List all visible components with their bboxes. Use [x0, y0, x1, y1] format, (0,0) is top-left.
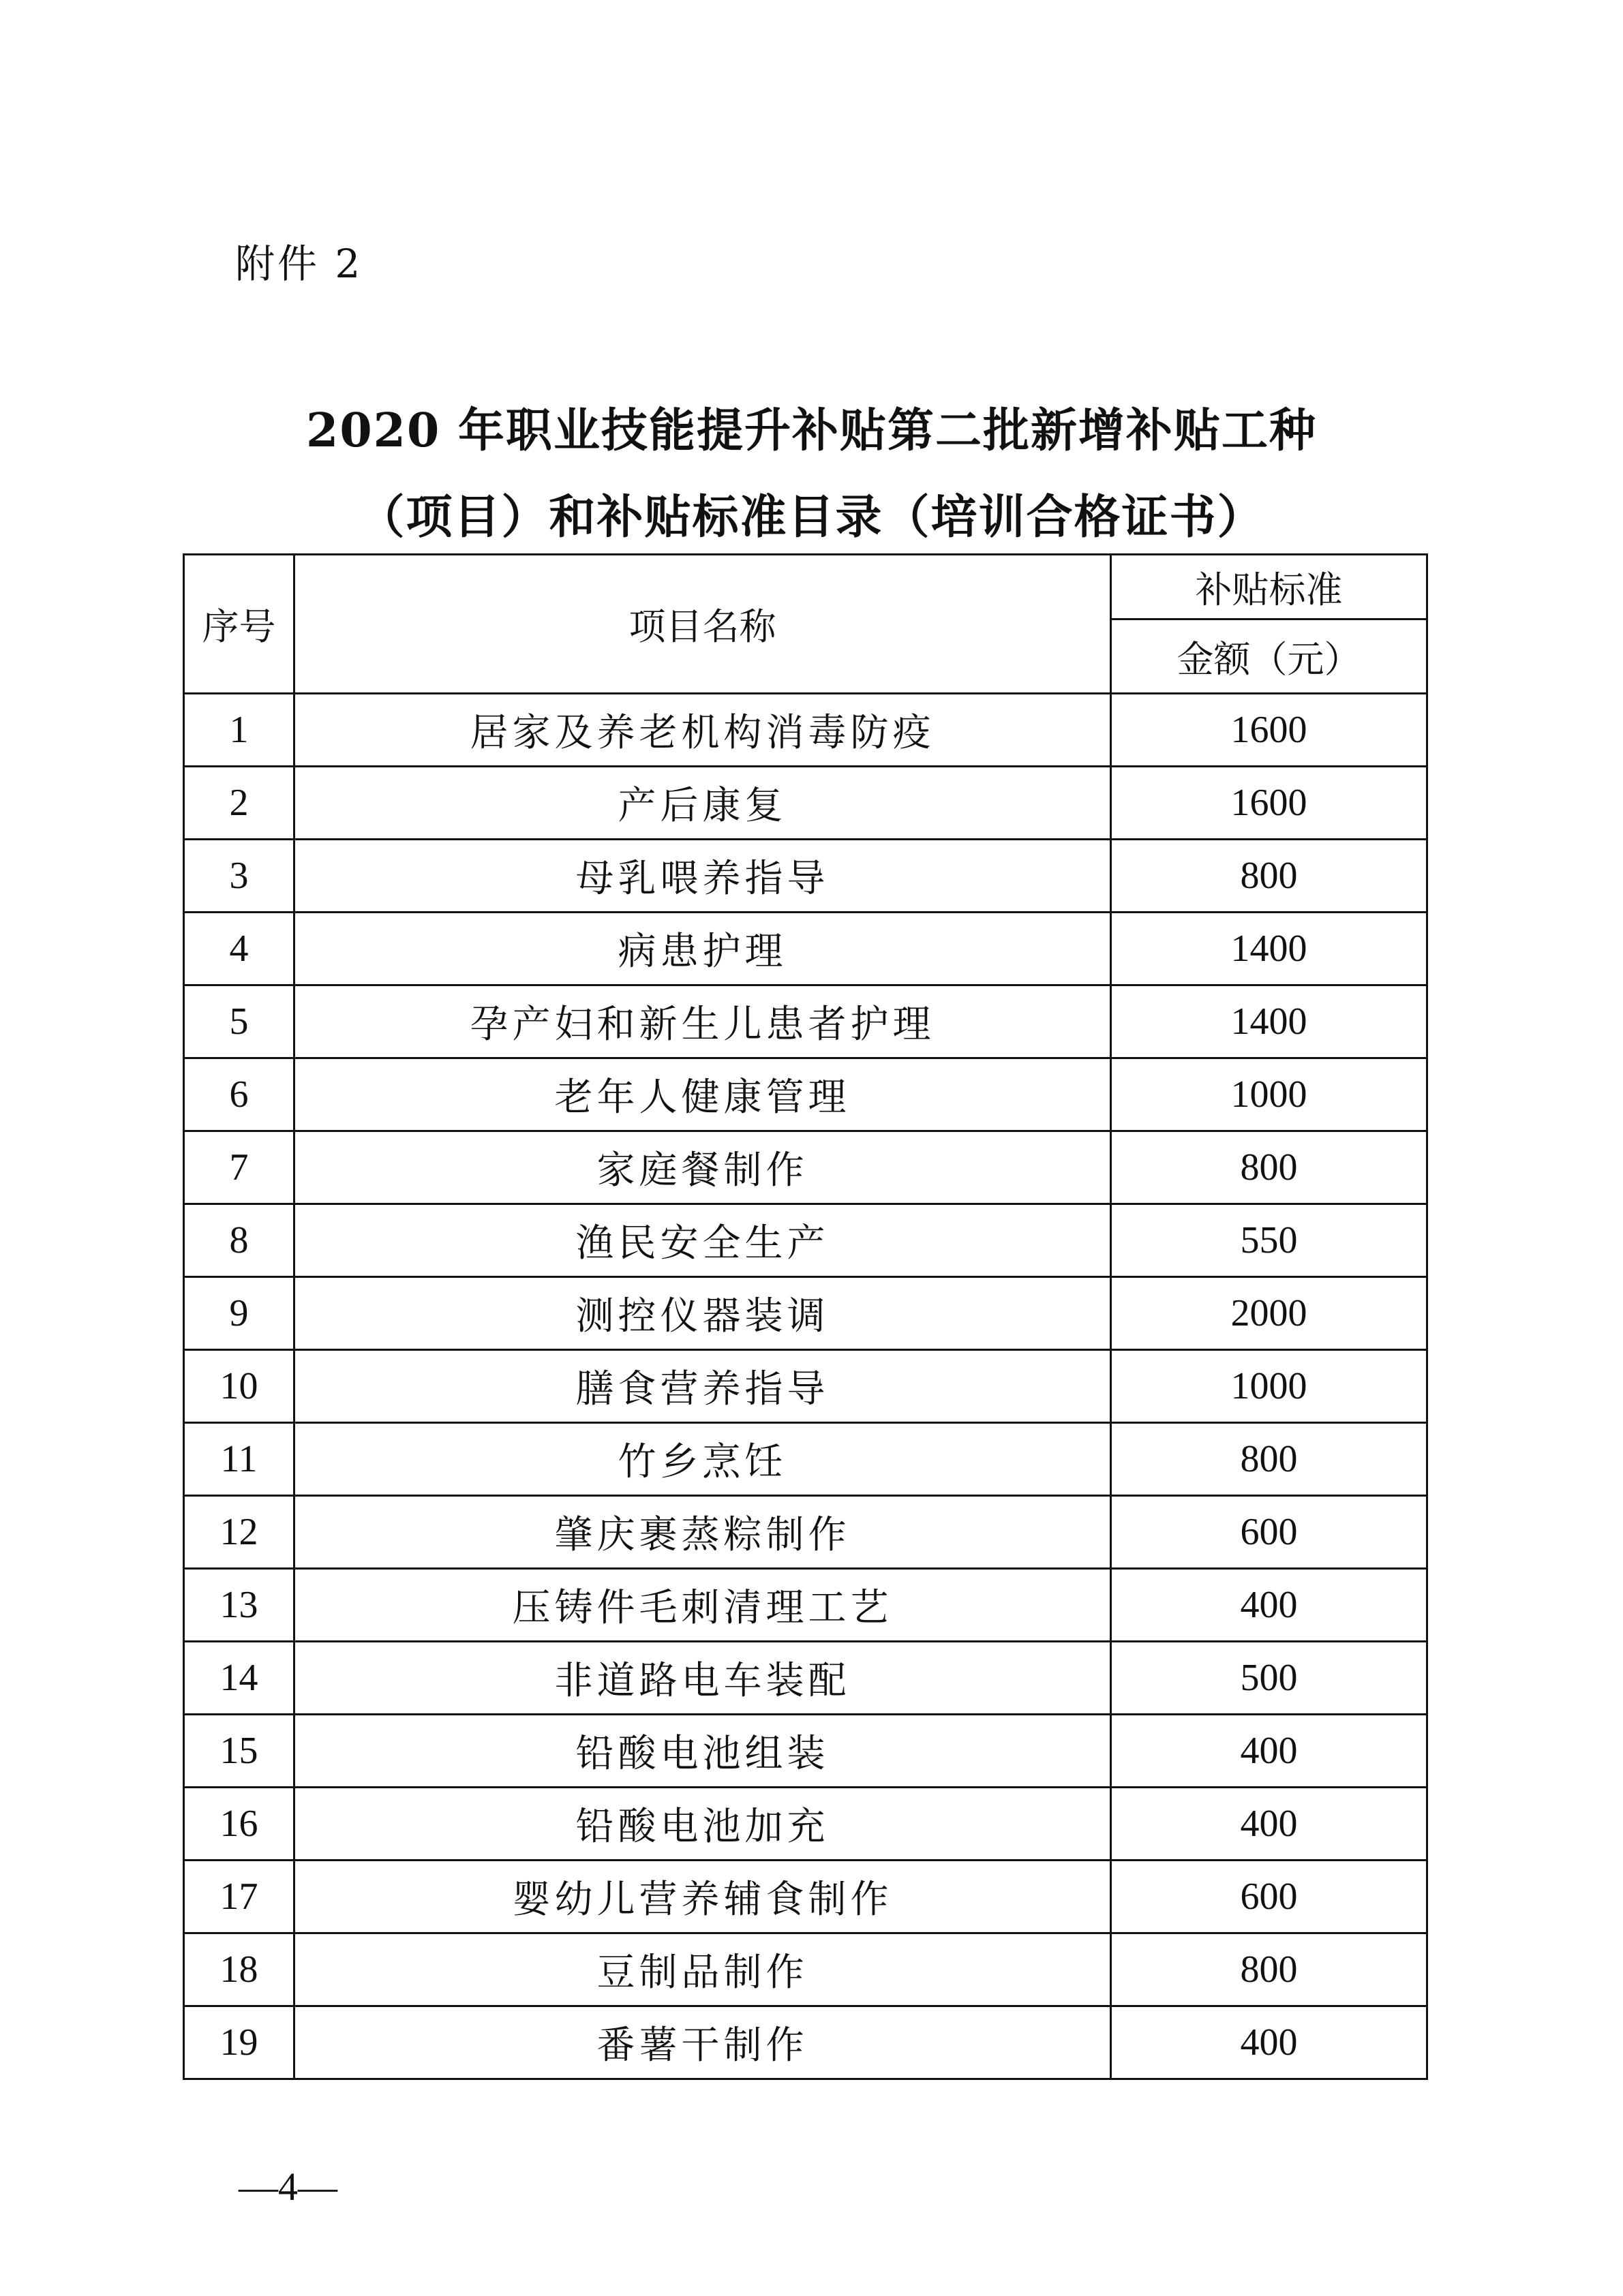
- row-seq: 4: [184, 913, 294, 985]
- row-seq: 13: [184, 1569, 294, 1642]
- header-name: 项目名称: [294, 555, 1111, 694]
- row-seq: 10: [184, 1350, 294, 1423]
- row-name: 母乳喂养指导: [294, 840, 1111, 913]
- table-row: [184, 1861, 1427, 1933]
- row-amount: 400: [1111, 1788, 1427, 1861]
- table-row: [184, 1423, 1427, 1496]
- row-amount: 400: [1111, 2006, 1427, 2079]
- row-amount: 400: [1111, 1569, 1427, 1642]
- table-row: [184, 1569, 1427, 1642]
- table-row: [184, 1131, 1427, 1204]
- page-number: —4—: [239, 2164, 337, 2209]
- row-name: 婴幼儿营养辅食制作: [294, 1861, 1111, 1933]
- row-name: 老年人健康管理: [294, 1058, 1111, 1131]
- subsidy-table: [183, 553, 1428, 2080]
- row-amount: 800: [1111, 1131, 1427, 1204]
- row-amount: 1400: [1111, 913, 1427, 985]
- row-name: 压铸件毛刺清理工艺: [294, 1569, 1111, 1642]
- row-name: 孕产妇和新生儿患者护理: [294, 985, 1111, 1058]
- row-amount: 1600: [1111, 694, 1427, 767]
- row-seq: 1: [184, 694, 294, 767]
- row-seq: 12: [184, 1496, 294, 1569]
- row-name: 膳食营养指导: [294, 1350, 1111, 1423]
- header-seq: 序号: [184, 555, 294, 694]
- row-seq: 18: [184, 1933, 294, 2006]
- row-amount: 500: [1111, 1642, 1427, 1715]
- table-row: [184, 1642, 1427, 1715]
- document-title-line-1: 2020 年职业技能提升补贴第二批新增补贴工种: [306, 403, 1317, 458]
- row-amount: 550: [1111, 1204, 1427, 1277]
- table-row: [184, 1933, 1427, 2006]
- row-name: 铅酸电池组装: [294, 1715, 1111, 1788]
- row-name: 居家及养老机构消毒防疫: [294, 694, 1111, 767]
- row-name: 豆制品制作: [294, 1933, 1111, 2006]
- row-name: 铅酸电池加充: [294, 1788, 1111, 1861]
- row-seq: 9: [184, 1277, 294, 1350]
- row-name: 渔民安全生产: [294, 1204, 1111, 1277]
- row-amount: 800: [1111, 1933, 1427, 2006]
- row-seq: 17: [184, 1861, 294, 1933]
- row-seq: 19: [184, 2006, 294, 2079]
- table-row: [184, 1788, 1427, 1861]
- row-name: 竹乡烹饪: [294, 1423, 1111, 1496]
- row-amount: 1600: [1111, 767, 1427, 840]
- row-amount: 1400: [1111, 985, 1427, 1058]
- table-row: [184, 694, 1427, 767]
- header-amount: 金额（元）: [1111, 619, 1427, 694]
- table-row: [184, 913, 1427, 985]
- table-row: [184, 1058, 1427, 1131]
- table-row: [184, 1277, 1427, 1350]
- row-amount: 600: [1111, 1861, 1427, 1933]
- row-seq: 16: [184, 1788, 294, 1861]
- row-seq: 7: [184, 1131, 294, 1204]
- row-name: 非道路电车装配: [294, 1642, 1111, 1715]
- table-body: [184, 694, 1427, 2079]
- row-name: 测控仪器装调: [294, 1277, 1111, 1350]
- row-amount: 400: [1111, 1715, 1427, 1788]
- row-seq: 5: [184, 985, 294, 1058]
- row-amount: 800: [1111, 1423, 1427, 1496]
- document-title-line-2: （项目）和补贴标准目录（培训合格证书）: [358, 490, 1265, 545]
- table-row: [184, 985, 1427, 1058]
- row-seq: 2: [184, 767, 294, 840]
- table-row: [184, 840, 1427, 913]
- row-amount: 1000: [1111, 1350, 1427, 1423]
- row-seq: 6: [184, 1058, 294, 1131]
- row-amount: 1000: [1111, 1058, 1427, 1131]
- row-seq: 3: [184, 840, 294, 913]
- table-row: [184, 767, 1427, 840]
- attachment-label: 附件 2: [235, 241, 363, 287]
- row-seq: 15: [184, 1715, 294, 1788]
- table-row: [184, 1350, 1427, 1423]
- table-row: [184, 1496, 1427, 1569]
- row-name: 产后康复: [294, 767, 1111, 840]
- row-seq: 14: [184, 1642, 294, 1715]
- row-amount: 800: [1111, 840, 1427, 913]
- table-row: [184, 2006, 1427, 2079]
- row-amount: 2000: [1111, 1277, 1427, 1350]
- row-name: 番薯干制作: [294, 2006, 1111, 2079]
- row-name: 家庭餐制作: [294, 1131, 1111, 1204]
- table-row: [184, 1715, 1427, 1788]
- row-name: 肇庆裹蒸粽制作: [294, 1496, 1111, 1569]
- row-seq: 8: [184, 1204, 294, 1277]
- header-standard: 补贴标准: [1111, 555, 1427, 619]
- row-name: 病患护理: [294, 913, 1111, 985]
- table-row: [184, 1204, 1427, 1277]
- row-amount: 600: [1111, 1496, 1427, 1569]
- row-seq: 11: [184, 1423, 294, 1496]
